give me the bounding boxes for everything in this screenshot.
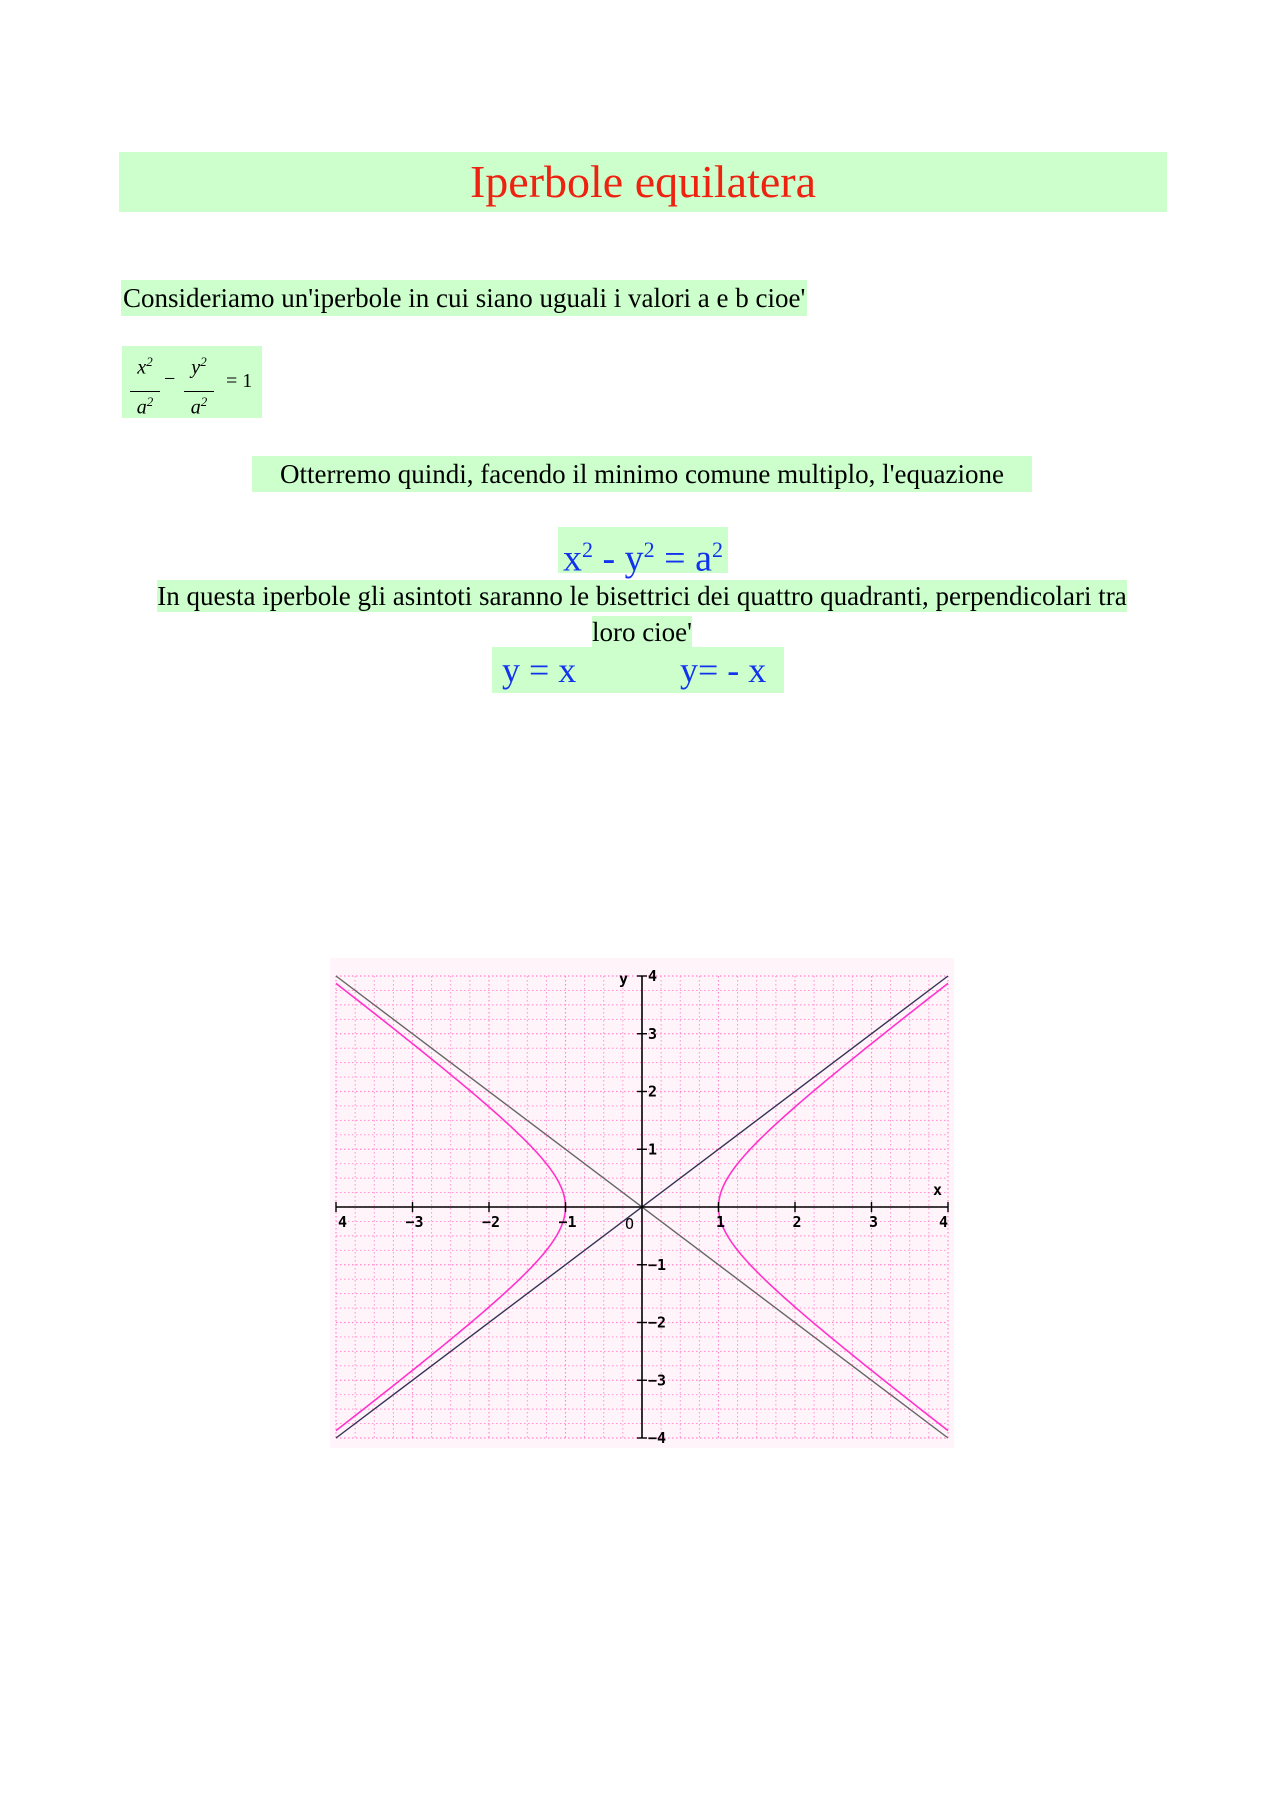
main-eq-x: x — [563, 537, 583, 580]
exponent: 2 — [146, 354, 153, 369]
main-eq-exp: 2 — [711, 537, 723, 562]
y-tick-label: −4 — [648, 1429, 667, 1447]
numerator-x: x — [137, 356, 147, 379]
asymptote-y-equals-x: y = x — [502, 650, 577, 690]
main-eq-exp: 2 — [643, 537, 655, 562]
origin-label: O — [624, 1215, 634, 1233]
exponent: 2 — [200, 394, 208, 409]
minus-sign: − — [164, 368, 176, 390]
x-tick-label: 4 — [938, 1213, 948, 1231]
main-eq-equals-a: = a — [654, 537, 712, 580]
asymptote-equations — [492, 647, 784, 693]
numerator-y: y — [191, 356, 201, 379]
main-eq-exp: 2 — [582, 537, 594, 562]
x-tick-label: −1 — [558, 1213, 577, 1231]
y-tick-label: −3 — [648, 1371, 667, 1390]
x-tick-label: 3 — [868, 1213, 879, 1231]
step-paragraph: Otterremo quindi, facendo il minimo comune multiplo, l'equazione — [252, 456, 1032, 492]
x-axis-label: x — [932, 1181, 942, 1199]
y-tick-label: 2 — [648, 1082, 658, 1101]
y-tick-label: 4 — [648, 967, 658, 985]
main-equation — [558, 527, 728, 580]
equals-one: = 1 — [226, 370, 253, 392]
y-tick-label: −2 — [648, 1313, 667, 1332]
fraction-bar — [130, 391, 160, 392]
x-tick-label: 2 — [792, 1213, 802, 1231]
asymptote-paragraph — [136, 578, 1148, 650]
x-tick-label: −3 — [405, 1213, 424, 1231]
y-tick-label: 3 — [648, 1024, 658, 1043]
intro-paragraph: Consideriamo un'iperbole in cui siano uguali i valori a e b cioe' — [121, 280, 807, 316]
denominator-a: a — [136, 396, 147, 419]
denominator-a: a — [190, 396, 201, 419]
page-title-bar — [119, 152, 1167, 212]
y-tick-label: −1 — [648, 1255, 667, 1274]
exponent: 2 — [200, 354, 207, 369]
exponent: 2 — [146, 394, 154, 409]
x-tick-label: 4 — [338, 1213, 348, 1231]
fraction-bar — [184, 391, 214, 392]
x-tick-label: −2 — [481, 1213, 501, 1231]
asymptote-y-equals-minus-x: y= - x — [680, 650, 767, 690]
y-axis-label: y — [618, 970, 628, 988]
main-eq-minus-y: - y — [593, 537, 644, 580]
hyperbola-graph — [330, 958, 954, 1448]
page-title: Iperbole equilatera — [469, 156, 817, 207]
hyperbola-formula — [122, 346, 262, 418]
asymptote-text: In questa iperbole gli asintoti saranno le bisettrici dei quattro quadranti, perpendicolari tra loro cioe' — [157, 581, 1127, 647]
x-tick-label: 1 — [715, 1213, 726, 1231]
y-tick-label: 1 — [648, 1140, 658, 1159]
